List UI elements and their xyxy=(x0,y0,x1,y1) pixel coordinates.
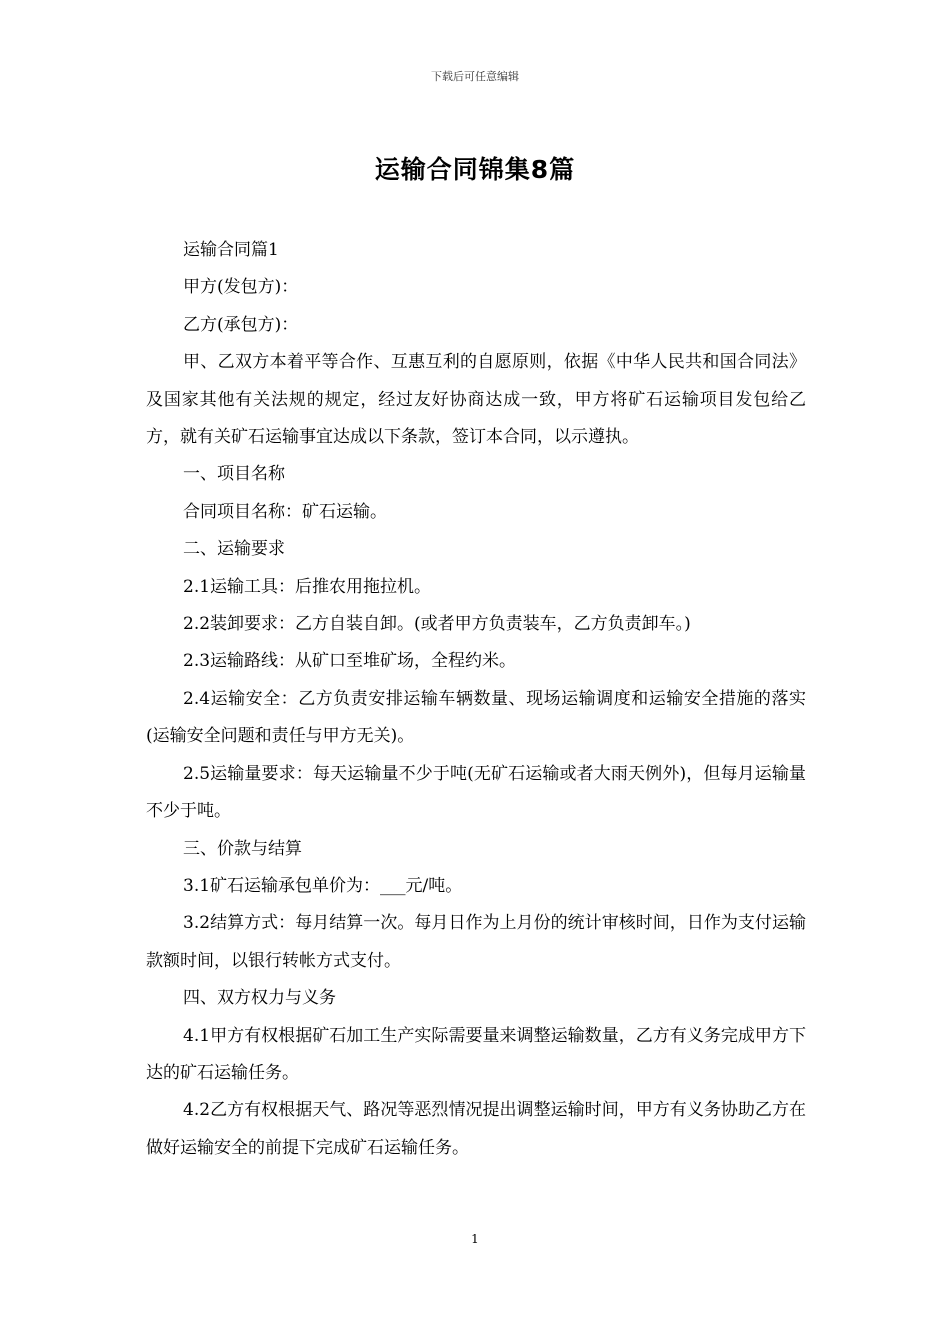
clause-2-4: 2.4运输安全：乙方负责安排运输车辆数量、现场运输调度和运输安全措施的落实(运输安全问题和责任与甲方无关)。 xyxy=(146,688,806,747)
section-heading-price-settlement: 三、价款与结算 xyxy=(183,838,302,859)
clause-4-1: 4.1甲方有权根据矿石加工生产实际需要量来调整运输数量，乙方有义务完成甲方下达的矿石运输任务。 xyxy=(146,1025,806,1083)
clause-3-1: 3.1矿石运输承包单价为：___元/吨。 xyxy=(183,875,463,896)
clause-4-2: 4.2乙方有权根据天气、路况等恶烈情况提出调整运输时间，甲方有义务协助乙方在做好运输安全的前提下完成矿石运输任务。 xyxy=(146,1100,806,1158)
document-title: 运输合同锦集8篇 xyxy=(374,155,576,184)
clause-2-1: 2.1运输工具：后推农用拖拉机。 xyxy=(183,576,432,597)
page-number: 1 xyxy=(471,1232,479,1246)
document-body xyxy=(146,232,806,1167)
header-note: 下载后可任意编辑 xyxy=(431,70,519,83)
party-b-line: 乙方(承包方)： xyxy=(183,314,299,335)
project-name-paragraph: 合同项目名称：矿石运输。 xyxy=(183,501,387,522)
clause-3-2: 3.2结算方式：每月结算一次。每月日作为上月份的统计审核时间，日作为支付运输款额时间，以银行转帐方式支付。 xyxy=(146,913,806,971)
clause-2-2: 2.2装卸要求：乙方自装自卸。(或者甲方负责装车，乙方负责卸车。) xyxy=(183,614,691,635)
clause-2-3: 2.3运输路线：从矿口至堆矿场，全程约米。 xyxy=(183,651,517,672)
section-heading-transport-requirements: 二、运输要求 xyxy=(183,539,285,560)
section-heading-project-name: 一、项目名称 xyxy=(183,464,285,485)
section-heading-contract-1: 运输合同篇1 xyxy=(183,240,279,260)
clause-2-5: 2.5运输量要求：每天运输量不少于吨(无矿石运输或者大雨天例外)，但每月运输量不少于吨。 xyxy=(146,763,806,822)
party-a-line: 甲方(发包方)： xyxy=(183,277,299,298)
preamble-paragraph: 甲、乙双方本着平等合作、互惠互利的自愿原则，依据《中华人民共和国合同法》及国家其他有关法规的规定，经过友好协商达成一致，甲方将矿石运输项目发包给乙方，就有关矿石运输事宜达成以下条款，签订本合同，以示遵执。 xyxy=(146,352,806,448)
section-heading-rights-obligations: 四、双方权力与义务 xyxy=(183,988,336,1009)
